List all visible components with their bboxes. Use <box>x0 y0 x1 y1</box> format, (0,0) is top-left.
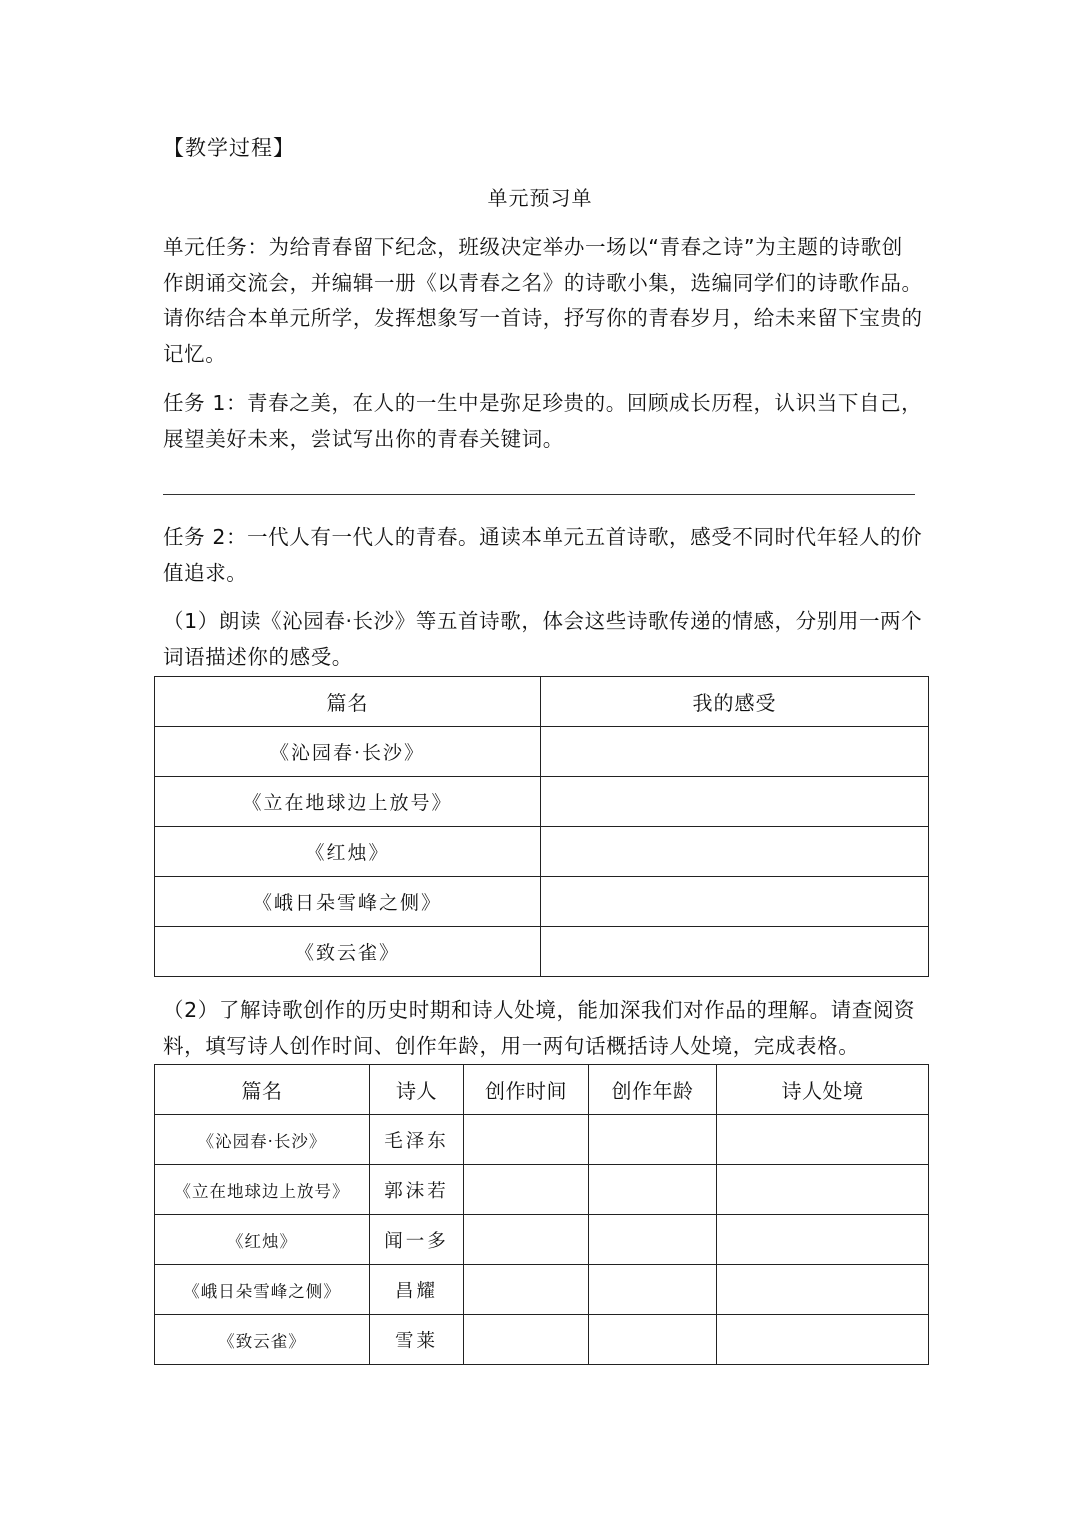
feeling-input-cell[interactable] <box>541 877 929 927</box>
table-row <box>155 777 929 827</box>
table-header-row <box>155 677 929 727</box>
poet-name-cell: 郭沫若 <box>370 1165 464 1215</box>
poem-title-cell: 《致云雀》 <box>155 1315 370 1365</box>
poem-title-cell: 《峨日朵雪峰之侧》 <box>155 1265 370 1315</box>
table-row <box>155 1315 929 1365</box>
age-input-cell[interactable] <box>589 1115 717 1165</box>
feelings-table <box>154 676 929 977</box>
table-row <box>155 727 929 777</box>
situation-input-cell[interactable] <box>717 1115 929 1165</box>
feeling-input-cell[interactable] <box>541 827 929 877</box>
poem-title-cell: 《致云雀》 <box>155 927 541 977</box>
poet-name-cell: 昌耀 <box>370 1265 464 1315</box>
unit-task-paragraph: 单元任务：为给青春留下纪念，班级决定举办一场以“青春之诗”为主题的诗歌创作朗诵交流会，并编辑一册《以青春之名》的诗歌小集，选编同学们的诗歌作品。请你结合本单元所学，发挥想象写一首诗，抒写你的青春岁月，给未来留下宝贵的记忆。 <box>163 235 923 366</box>
time-input-cell[interactable] <box>464 1115 589 1165</box>
table-row <box>155 927 929 977</box>
table-row <box>155 877 929 927</box>
column-header-time: 创作时间 <box>464 1065 589 1115</box>
answer-blank-line[interactable] <box>163 494 915 495</box>
poet-name-cell: 闻一多 <box>370 1215 464 1265</box>
task1-paragraph: 任务 1：青春之美，在人的一生中是弥足珍贵的。回顾成长历程，认识当下自己，展望美好未来，尝试写出你的青春关键词。 <box>163 391 923 451</box>
time-input-cell[interactable] <box>464 1215 589 1265</box>
table-row <box>155 1165 929 1215</box>
poem-title-cell: 《沁园春·长沙》 <box>155 1115 370 1165</box>
subtask2-paragraph: （2）了解诗歌创作的历史时期和诗人处境，能加深我们对作品的理解。请查阅资料，填写诗人创作时间、创作年龄，用一两句话概括诗人处境，完成表格。 <box>163 998 916 1058</box>
situation-input-cell[interactable] <box>717 1315 929 1365</box>
table-header-row <box>155 1065 929 1115</box>
age-input-cell[interactable] <box>589 1265 717 1315</box>
poem-title-cell: 《红烛》 <box>155 827 541 877</box>
situation-input-cell[interactable] <box>717 1215 929 1265</box>
column-header-feeling: 我的感受 <box>541 677 929 727</box>
feeling-input-cell[interactable] <box>541 777 929 827</box>
poem-title-cell: 《立在地球边上放号》 <box>155 777 541 827</box>
document-title: 单元预习单 <box>487 186 593 210</box>
table-row <box>155 827 929 877</box>
age-input-cell[interactable] <box>589 1215 717 1265</box>
poem-title-cell: 《沁园春·长沙》 <box>155 727 541 777</box>
column-header-poet: 诗人 <box>370 1065 464 1115</box>
situation-input-cell[interactable] <box>717 1265 929 1315</box>
section-heading: 【教学过程】 <box>163 136 295 160</box>
feeling-input-cell[interactable] <box>541 727 929 777</box>
column-header-age: 创作年龄 <box>589 1065 717 1115</box>
poem-title-cell: 《立在地球边上放号》 <box>155 1165 370 1215</box>
column-header-title: 篇名 <box>155 1065 370 1115</box>
table-row <box>155 1265 929 1315</box>
table-row <box>155 1215 929 1265</box>
table-row <box>155 1115 929 1165</box>
age-input-cell[interactable] <box>589 1165 717 1215</box>
task2-paragraph: 任务 2：一代人有一代人的青春。通读本单元五首诗歌，感受不同时代年轻人的价值追求。 <box>163 525 923 585</box>
time-input-cell[interactable] <box>464 1265 589 1315</box>
column-header-situation: 诗人处境 <box>717 1065 929 1115</box>
feeling-input-cell[interactable] <box>541 927 929 977</box>
poet-name-cell: 毛泽东 <box>370 1115 464 1165</box>
situation-input-cell[interactable] <box>717 1165 929 1215</box>
age-input-cell[interactable] <box>589 1315 717 1365</box>
poem-title-cell: 《红烛》 <box>155 1215 370 1265</box>
poem-title-cell: 《峨日朵雪峰之侧》 <box>155 877 541 927</box>
time-input-cell[interactable] <box>464 1315 589 1365</box>
time-input-cell[interactable] <box>464 1165 589 1215</box>
poet-name-cell: 雪莱 <box>370 1315 464 1365</box>
subtask1-paragraph: （1）朗读《沁园春·长沙》等五首诗歌，体会这些诗歌传递的情感，分别用一两个词语描述你的感受。 <box>163 609 923 669</box>
column-header-title: 篇名 <box>155 677 541 727</box>
poet-context-table <box>154 1064 929 1365</box>
